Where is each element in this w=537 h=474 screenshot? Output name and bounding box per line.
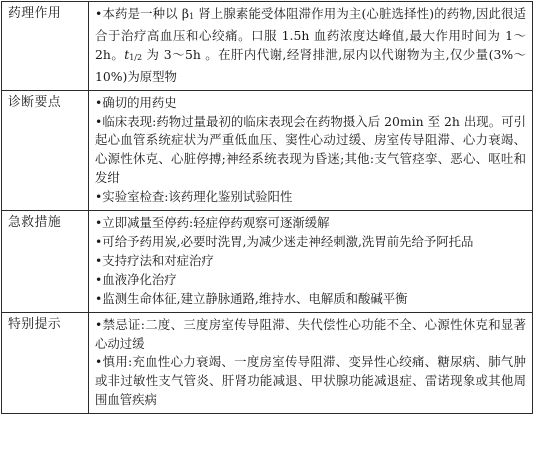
row-diagnosis [2,90,533,210]
row-special-notes [2,312,533,414]
beta-subscript: 1 [189,12,195,21]
bullet-item: •监测生命体征,建立静脉通路,维持水、电解质和酸碱平衡 [95,290,408,306]
row-emergency [2,211,533,313]
text-segment: •本药是一种以 β [95,6,190,21]
bullet-item: •慎用:充血性心力衰竭、一度房室传导阻滞、变异性心绞痛、糖尿病、肺气肿或非过敏性支气管炎、肝肾功能减退、甲状腺功能减退症、雷诺现象或其他周围血管疾病 [95,354,526,408]
row-content [89,90,533,210]
text-segment: 肾上腺素能受体阻滞作用为主(心脏选择性)的药物,因此很适合于治疗高血压和心绞痛。口服 1.5h 血药浓度达峰值,最大作用时间为 1～2h。 [95,6,526,62]
half-life-subscript: 1/2 [129,52,143,62]
bullet-item: •可给予药用炭,必要时洗胃,为减少迷走神经刺激,洗胃前先给予阿托品 [95,233,474,249]
row-content [89,211,533,313]
row-label: 诊断要点 [2,90,89,210]
bullet-item: •血液净化治疗 [95,271,177,287]
bullet-item: •确切的用药史 [95,94,177,110]
row-label: 急救措施 [2,211,89,313]
bullet-item: •支持疗法和对症治疗 [95,252,214,268]
row-content [89,2,533,91]
row-content [89,312,533,414]
row-pharmacology [2,2,533,91]
paragraph [95,5,526,87]
bullet-item: •实验室检查:该药理化鉴别试验阳性 [95,189,293,205]
text-segment: 为 3～5h 。在肝内代谢,经肾排泄,尿内以代谢物为主,仅少量(3%～10%)为原型物 [95,46,526,84]
half-life-symbol: t [124,46,130,62]
bullet-item: •临床表现:药物过量最初的临床表现会在药物摄入后 20min 至 2h 出现。可引起心血管系统症状为严重低血压、窦性心动过缓、房室传导阻滞、心力衰竭、心源性休克、心脏停搏;神经系统表现为昏迷;其他:支气管痉挛、恶心、呕吐和发绀 [95,113,526,186]
drug-info-table [1,1,533,414]
row-label: 药理作用 [2,2,89,91]
bullet-item: •禁忌证:二度、三度房室传导阻滞、失代偿性心功能不全、心源性休克和显著心动过缓 [95,316,526,351]
bullet-item: •立即减量至停药:轻症停药观察可逐渐缓解 [95,215,330,231]
row-label: 特别提示 [2,312,89,414]
